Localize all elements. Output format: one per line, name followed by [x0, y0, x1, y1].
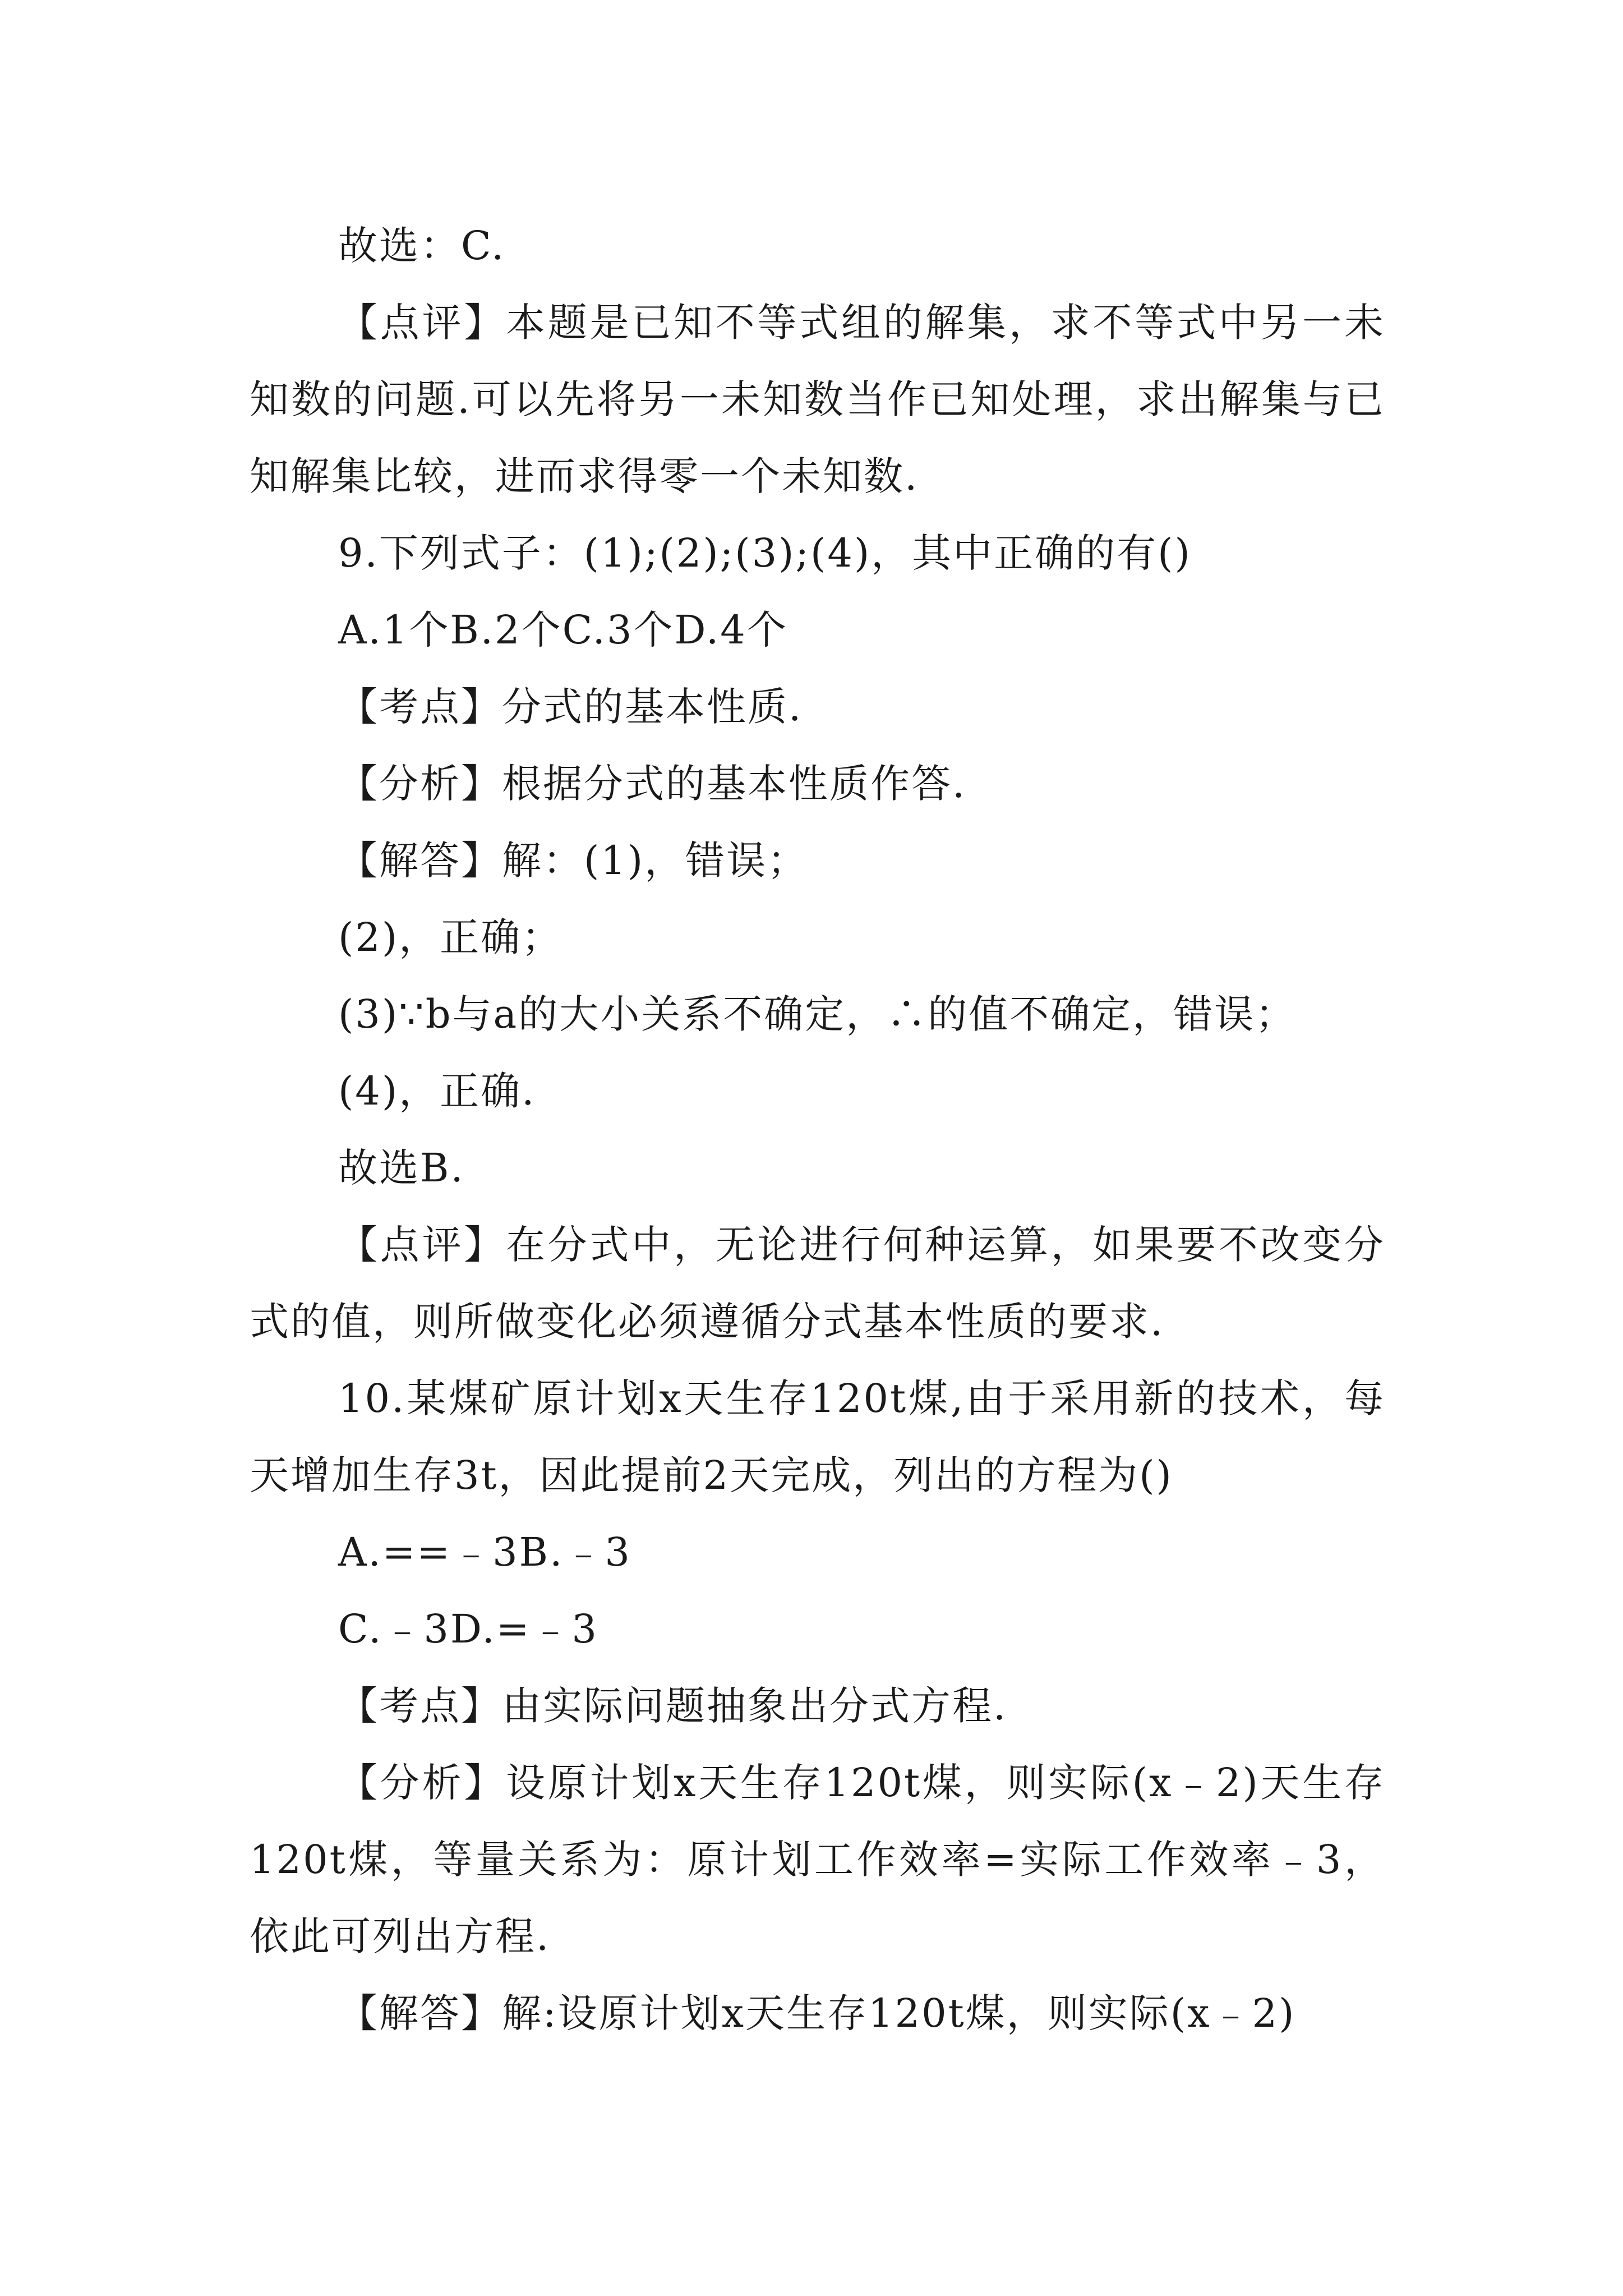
solution-line: (4)，正确. [338, 1068, 536, 1114]
knowledge-point: 【考点】分式的基本性质. [338, 684, 803, 730]
question-10-options-ab: A.==﹣3B.﹣3 [338, 1529, 631, 1575]
analysis-paragraph: 【分析】根据分式的基本性质作答. [338, 761, 967, 807]
analysis-paragraph: 【分析】设原计划x天生存120t煤，则实际(x﹣2)天生存120t煤，等量关系为：原计划工作效率=实际工作效率﹣3，依此可列出方程. [250, 1760, 1385, 1959]
question-9-options: A.1个B.2个C.3个D.4个 [338, 607, 788, 653]
answer-choice-line: 故选：C. [338, 223, 506, 269]
knowledge-point: 【考点】由实际问题抽象出分式方程. [338, 1683, 1008, 1729]
document-body [250, 208, 1385, 2052]
answer-choice-line: 故选B. [338, 1145, 465, 1191]
solution-paragraph: 【解答】解：(1)，错误； [338, 838, 809, 884]
solution-line: (3)∵b与a的大小关系不确定，∴的值不确定，错误； [338, 991, 1297, 1037]
question-9-stem: 9.下列式子：(1);(2);(3);(4)，其中正确的有() [338, 530, 1192, 576]
comment-paragraph: 【点评】在分式中，无论进行何种运算，如果要不改变分式的值，则所做变化必须遵循分式基本性质的要求. [250, 1222, 1385, 1345]
solution-paragraph: 【解答】解:设原计划x天生存120t煤，则实际(x﹣2) [338, 1990, 1296, 2036]
comment-paragraph: 【点评】本题是已知不等式组的解集，求不等式中另一未知数的问题.可以先将另一未知数当作已知处理，求出解集与已知解集比较，进而求得零一个未知数. [250, 300, 1385, 499]
solution-line: (2)，正确； [338, 914, 563, 960]
question-10-stem: 10.某煤矿原计划x天生存120t煤,由于采用新的技术，每天增加生存3t，因此提前2天完成，列出的方程为() [250, 1375, 1385, 1498]
question-10-options-cd: C.﹣3D.=﹣3 [338, 1606, 598, 1652]
